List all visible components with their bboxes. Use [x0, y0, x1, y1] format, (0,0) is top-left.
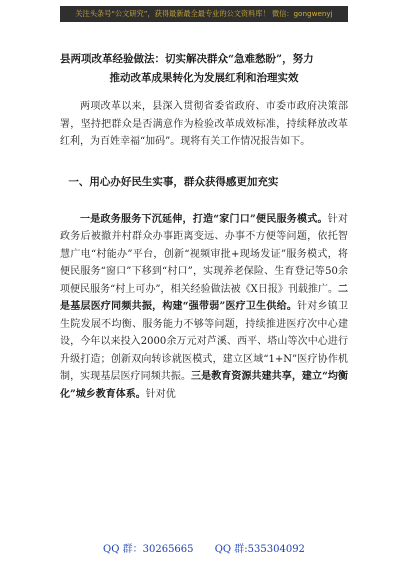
title-line-2: 推动改革成果转化为发展红利和治理实效: [109, 72, 299, 84]
section-1-paragraph: [60, 211, 348, 404]
point-1-lead: 一是政务服务下沉延伸，打造“家门口”便民服务模式。: [80, 213, 328, 225]
intro-paragraph: 两项改革以来，县深入贯彻省委省政府、市委市政府决策部署，坚持把群众是否满意作为检验改革成效标准，持续释放改革红利，为百姓幸福“加码”。现将有关工作情况报告如下。: [60, 101, 348, 147]
page-footer: [0, 540, 408, 555]
point-2-text: 针对乡镇卫生院发展不均衡、服务能力不够等问题，持续推进医疗次中心建设，今年以来投入2000余万元对芦溪、西平、塔山等次中心进行升级打造；创新双向转诊就医模式，建立区域“1+N”医疗协作机制，实现基层医疗同频共振。: [60, 301, 348, 382]
point-2-lead: 二是基层医疗同频共振，构建“强带弱”医疗卫生供给。: [60, 283, 348, 312]
point-3-text: 针对优: [145, 388, 176, 400]
title-line-1: 县两项改革经验做法：切实解决群众“急难愁盼”，努力: [60, 53, 314, 65]
document-title: [60, 50, 348, 88]
point-1-text: 针对政务后被撤并村群众办事距离变远、办事不方便等问题，依托智慧广电“村能办”平台，创新“视频审批+现场发证”服务模式，将便民服务“窗口”下移到“村口”，实现养老保险、生育登记等50余项便民服务“村上可办”，相关经验做法被《X日报》刊载推广。: [60, 213, 348, 295]
footer-qq-group-2: QQ 群:535304092: [214, 544, 305, 555]
promo-banner: 关注头条号“公文研究”，获得最新最全最专业的公文资料库！ 微信：gongwenyj: [60, 6, 348, 22]
footer-qq-group-1: QQ 群：30265665: [103, 544, 194, 555]
section-heading: 一、用心办好民生实事，群众获得感更加充实: [68, 175, 279, 188]
point-3-lead: 三是教育资源共建共享，建立“均衡化”城乡教育体系。: [60, 371, 348, 400]
document-body: [60, 50, 348, 403]
